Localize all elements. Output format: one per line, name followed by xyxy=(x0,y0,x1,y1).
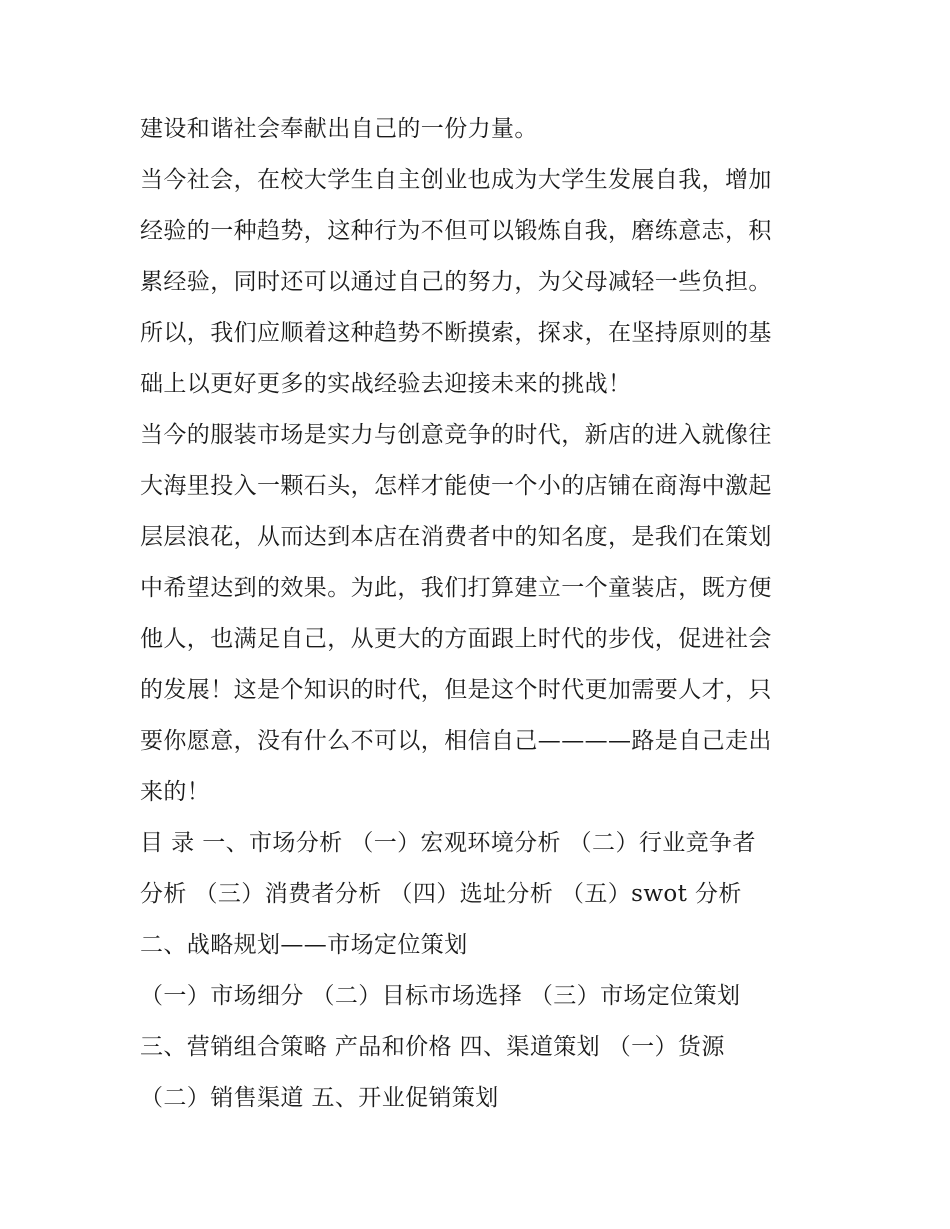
document-body xyxy=(140,104,820,1124)
text-line: 来的！ xyxy=(140,779,211,805)
text-line: 累经验，同时还可以通过自己的努力，为父母减轻一些负担。 xyxy=(140,269,772,295)
toc-line: 分析 （三）消费者分析 （四）选址分析 （五）swot 分析 xyxy=(140,881,742,907)
text-line: 建设和谐社会奉献出自己的一份力量。 xyxy=(140,116,538,142)
text-line: 层层浪花，从而达到本店在消费者中的知名度，是我们在策划 xyxy=(140,524,772,550)
text-line: 当今社会，在校大学生自主创业也成为大学生发展自我，增加 xyxy=(140,167,772,193)
text-line: 经验的一种趋势，这种行为不但可以锻炼自我，磨练意志，积 xyxy=(140,218,772,244)
text-line: 的发展！这是个知识的时代，但是这个时代更加需要人才，只 xyxy=(140,677,772,703)
text-line: 中希望达到的效果。为此，我们打算建立一个童装店，既方便 xyxy=(140,575,772,601)
toc-line: 二、战略规划——市场定位策划 xyxy=(140,932,468,958)
toc-line: 三、营销组合策略 产品和价格 四、渠道策划 （一）货源 xyxy=(140,1034,725,1060)
text-line: 所以，我们应顺着这种趋势不断摸索，探求，在坚持原则的基 xyxy=(140,320,772,346)
text-line: 础上以更好更多的实战经验去迎接未来的挑战！ xyxy=(140,371,632,397)
text-line: 他人，也满足自己，从更大的方面跟上时代的步伐，促进社会 xyxy=(140,626,772,652)
text-line: 要你愿意，没有什么不可以，相信自己————路是自己走出 xyxy=(140,728,772,754)
text-line: 大海里投入一颗石头，怎样才能使一个小的店铺在商海中激起 xyxy=(140,473,772,499)
text-line: 当今的服装市场是实力与创意竞争的时代，新店的进入就像往 xyxy=(140,422,772,448)
toc-line: （一）市场细分 （二）目标市场选择 （三）市场定位策划 xyxy=(140,983,741,1009)
toc-line: 目 录 一、市场分析 （一）宏观环境分析 （二）行业竞争者 xyxy=(140,830,756,856)
toc-line: （二）销售渠道 五、开业促销策划 xyxy=(140,1085,499,1111)
